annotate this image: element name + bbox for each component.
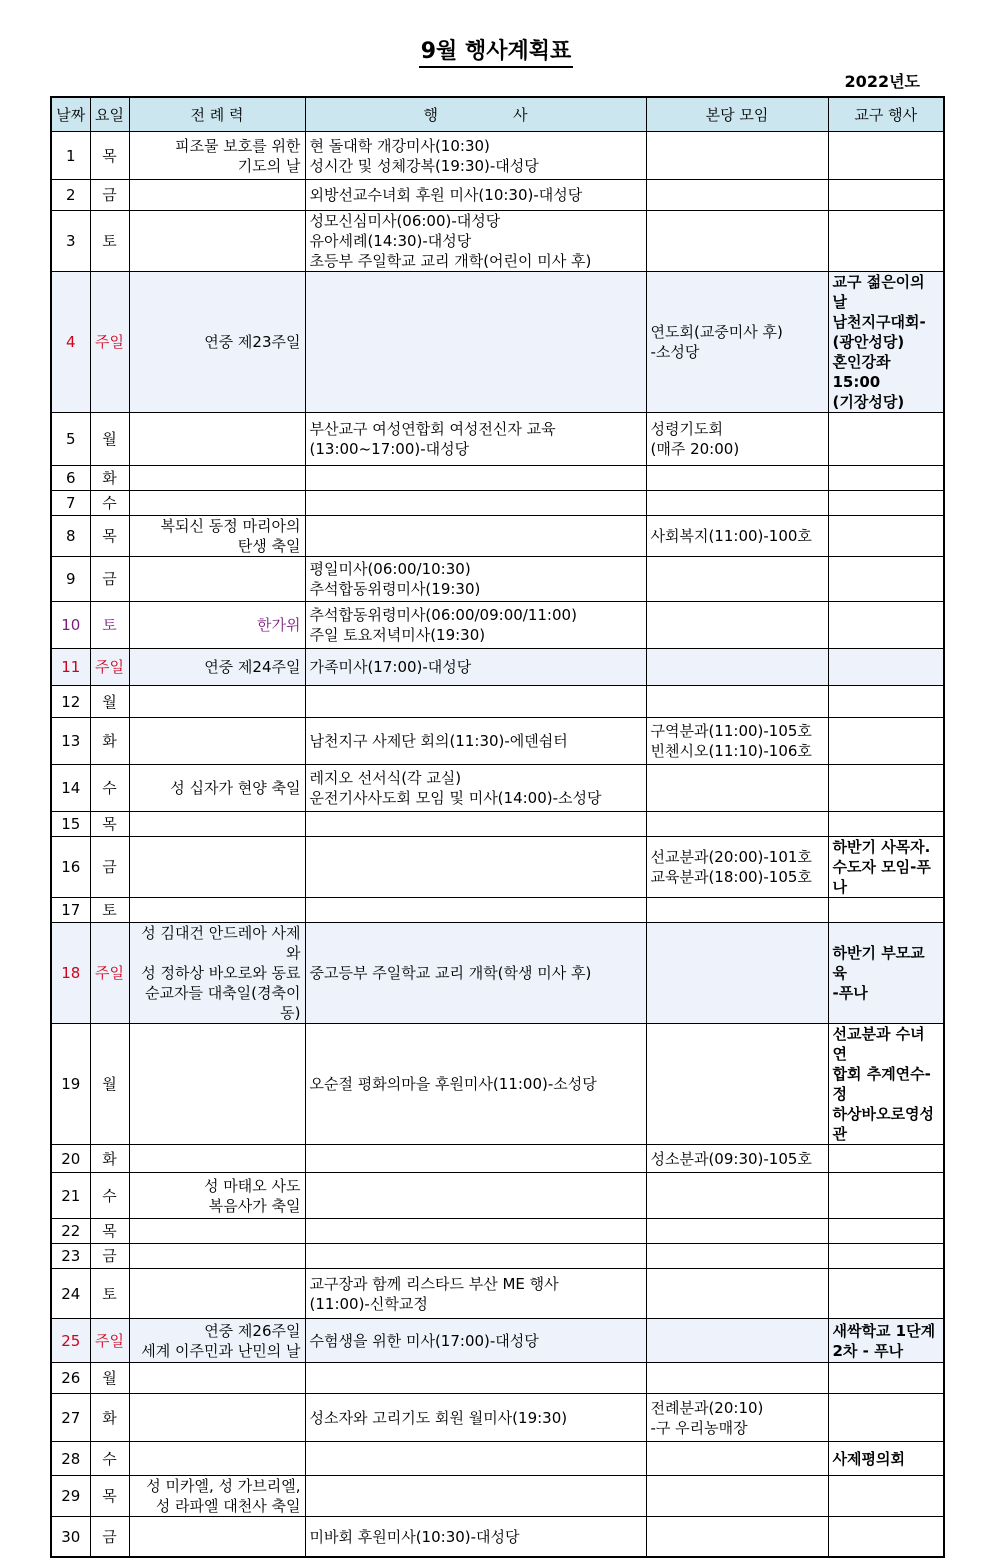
parish-cell: 성령기도회 (매주 20:00) [646, 413, 828, 466]
events-cell: 평일미사(06:00/10:30) 추석합동위령미사(19:30) [305, 557, 646, 602]
liturgy-cell [129, 1219, 305, 1244]
table-row [51, 1173, 944, 1219]
day-cell: 수 [90, 1442, 129, 1476]
parish-cell [646, 1517, 828, 1558]
date-cell: 10 [51, 602, 90, 649]
table-row [51, 413, 944, 466]
table-row [51, 557, 944, 602]
date-cell: 24 [51, 1269, 90, 1319]
table-row [51, 211, 944, 272]
events-cell: 교구장과 함께 리스타드 부산 ME 행사 (11:00)-신학교정 [305, 1269, 646, 1319]
day-cell: 금 [90, 557, 129, 602]
table-row [51, 837, 944, 898]
events-cell: 미바회 후원미사(10:30)-대성당 [305, 1517, 646, 1558]
liturgy-cell [129, 1145, 305, 1173]
header-date: 날짜 [51, 97, 90, 132]
events-cell [305, 1145, 646, 1173]
header-parish: 본당 모임 [646, 97, 828, 132]
parish-cell [646, 1269, 828, 1319]
diocese-cell: 하반기 부모교육 -푸나 [828, 923, 944, 1024]
diocese-cell [828, 132, 944, 180]
parish-cell: 구역분과(11:00)-105호 빈첸시오(11:10)-106호 [646, 718, 828, 765]
table-row [51, 923, 944, 1024]
parish-cell [646, 1319, 828, 1363]
parish-cell [646, 765, 828, 812]
day-cell: 금 [90, 1517, 129, 1558]
day-cell: 수 [90, 1173, 129, 1219]
date-cell: 9 [51, 557, 90, 602]
table-row [51, 132, 944, 180]
day-cell: 화 [90, 718, 129, 765]
table-row [51, 812, 944, 837]
date-cell: 13 [51, 718, 90, 765]
day-cell: 목 [90, 812, 129, 837]
parish-cell [646, 923, 828, 1024]
liturgy-cell [129, 686, 305, 718]
diocese-cell [828, 765, 944, 812]
diocese-cell [828, 180, 944, 211]
date-cell: 19 [51, 1024, 90, 1145]
date-cell: 25 [51, 1319, 90, 1363]
day-cell: 목 [90, 516, 129, 557]
table-row [51, 272, 944, 413]
events-cell [305, 272, 646, 413]
parish-cell [646, 1244, 828, 1269]
header-events: 행 사 [305, 97, 646, 132]
liturgy-cell [129, 1269, 305, 1319]
table-row [51, 516, 944, 557]
day-cell: 금 [90, 837, 129, 898]
diocese-cell [828, 1145, 944, 1173]
diocese-cell [828, 1517, 944, 1558]
day-cell: 주일 [90, 1319, 129, 1363]
parish-cell [646, 491, 828, 516]
diocese-cell: 하반기 사목자. 수도자 모임-푸나 [828, 837, 944, 898]
events-cell [305, 898, 646, 923]
diocese-cell [828, 1173, 944, 1219]
table-row [51, 649, 944, 686]
day-cell: 주일 [90, 272, 129, 413]
parish-cell [646, 132, 828, 180]
liturgy-cell [129, 180, 305, 211]
day-cell: 화 [90, 1145, 129, 1173]
table-row [51, 1319, 944, 1363]
day-cell: 주일 [90, 923, 129, 1024]
day-cell: 토 [90, 898, 129, 923]
date-cell: 4 [51, 272, 90, 413]
events-cell [305, 1442, 646, 1476]
diocese-cell [828, 466, 944, 491]
liturgy-cell: 성 마태오 사도 복음사가 축일 [129, 1173, 305, 1219]
events-cell: 가족미사(17:00)-대성당 [305, 649, 646, 686]
events-cell: 성모신심미사(06:00)-대성당 유아세례(14:30)-대성당 초등부 주일학교 교리 개학(어린이 미사 후) [305, 211, 646, 272]
liturgy-cell [129, 812, 305, 837]
table-row [51, 602, 944, 649]
date-cell: 5 [51, 413, 90, 466]
date-cell: 1 [51, 132, 90, 180]
liturgy-cell: 복되신 동정 마리아의 탄생 축일 [129, 516, 305, 557]
liturgy-cell [129, 491, 305, 516]
parish-cell: 성소분과(09:30)-105호 [646, 1145, 828, 1173]
date-cell: 12 [51, 686, 90, 718]
events-cell: 오순절 평화의마을 후원미사(11:00)-소성당 [305, 1024, 646, 1145]
diocese-cell [828, 718, 944, 765]
events-cell: 부산교구 여성연합회 여성전신자 교육 (13:00~17:00)-대성당 [305, 413, 646, 466]
parish-cell [646, 1476, 828, 1517]
events-cell: 레지오 선서식(각 교실) 운전기사사도회 모임 및 미사(14:00)-소성당 [305, 765, 646, 812]
events-cell [305, 1173, 646, 1219]
day-cell: 목 [90, 1219, 129, 1244]
day-cell: 토 [90, 602, 129, 649]
liturgy-cell [129, 1394, 305, 1442]
table-row [51, 1442, 944, 1476]
year-label: 2022년도 [844, 72, 920, 91]
page-title-text: 9월 행사계획표 [419, 39, 573, 68]
day-cell: 월 [90, 1363, 129, 1394]
date-cell: 29 [51, 1476, 90, 1517]
table-row [51, 1024, 944, 1145]
diocese-cell [828, 516, 944, 557]
events-cell: 성소자와 고리기도 회원 월미사(19:30) [305, 1394, 646, 1442]
events-cell: 남천지구 사제단 회의(11:30)-에덴쉼터 [305, 718, 646, 765]
events-cell [305, 491, 646, 516]
diocese-cell [828, 1394, 944, 1442]
parish-cell [646, 686, 828, 718]
diocese-cell [828, 812, 944, 837]
diocese-cell [828, 413, 944, 466]
table-row [51, 491, 944, 516]
diocese-cell: 새싹학교 1단계 2차 - 푸나 [828, 1319, 944, 1363]
date-cell: 20 [51, 1145, 90, 1173]
date-cell: 21 [51, 1173, 90, 1219]
diocese-cell [828, 1476, 944, 1517]
date-cell: 18 [51, 923, 90, 1024]
liturgy-cell: 성 김대건 안드레아 사제와 성 정하상 바오로와 동료 순교자들 대축일(경축이동) [129, 923, 305, 1024]
diocese-cell: 교구 젊은이의 날 남천지구대회- (광안성당) 혼인강좌 15:00 (기장성당) [828, 272, 944, 413]
parish-cell [646, 1363, 828, 1394]
liturgy-cell [129, 466, 305, 491]
diocese-cell [828, 557, 944, 602]
table-row [51, 1269, 944, 1319]
liturgy-cell: 성 미카엘, 성 가브리엘, 성 라파엘 대천사 축일 [129, 1476, 305, 1517]
parish-cell [646, 812, 828, 837]
day-cell: 목 [90, 132, 129, 180]
liturgy-cell [129, 1244, 305, 1269]
diocese-cell [828, 211, 944, 272]
liturgy-cell: 연중 제23주일 [129, 272, 305, 413]
diocese-cell: 사제평의회 [828, 1442, 944, 1476]
header-row [51, 97, 944, 132]
day-cell: 토 [90, 211, 129, 272]
parish-cell [646, 1219, 828, 1244]
diocese-cell [828, 1269, 944, 1319]
day-cell: 금 [90, 1244, 129, 1269]
day-cell: 월 [90, 413, 129, 466]
date-cell: 16 [51, 837, 90, 898]
diocese-cell [828, 649, 944, 686]
header-day: 요일 [90, 97, 129, 132]
table-row [51, 686, 944, 718]
liturgy-cell: 연중 제24주일 [129, 649, 305, 686]
events-cell [305, 1244, 646, 1269]
events-cell: 수험생을 위한 미사(17:00)-대성당 [305, 1319, 646, 1363]
liturgy-cell: 성 십자가 현양 축일 [129, 765, 305, 812]
diocese-cell [828, 1219, 944, 1244]
events-cell: 외방선교수녀회 후원 미사(10:30)-대성당 [305, 180, 646, 211]
parish-cell [646, 211, 828, 272]
day-cell: 월 [90, 1024, 129, 1145]
table-row [51, 1476, 944, 1517]
table-row [51, 1145, 944, 1173]
liturgy-cell: 피조물 보호를 위한 기도의 날 [129, 132, 305, 180]
date-cell: 3 [51, 211, 90, 272]
table-row [51, 466, 944, 491]
diocese-cell [828, 898, 944, 923]
events-cell [305, 516, 646, 557]
table-row [51, 718, 944, 765]
day-cell: 목 [90, 1476, 129, 1517]
liturgy-cell [129, 557, 305, 602]
events-cell [305, 686, 646, 718]
diocese-cell [828, 686, 944, 718]
parish-cell [646, 898, 828, 923]
date-cell: 7 [51, 491, 90, 516]
liturgy-cell: 한가위 [129, 602, 305, 649]
events-cell [305, 1476, 646, 1517]
date-cell: 22 [51, 1219, 90, 1244]
day-cell: 수 [90, 765, 129, 812]
day-cell: 토 [90, 1269, 129, 1319]
parish-cell: 전례분과(20:10) -구 우리농매장 [646, 1394, 828, 1442]
events-cell [305, 837, 646, 898]
table-row [51, 1517, 944, 1558]
day-cell: 화 [90, 466, 129, 491]
liturgy-cell [129, 837, 305, 898]
liturgy-cell [129, 211, 305, 272]
day-cell: 수 [90, 491, 129, 516]
parish-cell: 선교분과(20:00)-101호 교육분과(18:00)-105호 [646, 837, 828, 898]
page-title [0, 34, 992, 65]
date-cell: 15 [51, 812, 90, 837]
parish-cell [646, 602, 828, 649]
liturgy-cell [129, 1363, 305, 1394]
date-cell: 6 [51, 466, 90, 491]
table-row [51, 1219, 944, 1244]
table-row [51, 180, 944, 211]
diocese-cell [828, 491, 944, 516]
liturgy-cell [129, 1442, 305, 1476]
events-cell: 중고등부 주일학교 교리 개학(학생 미사 후) [305, 923, 646, 1024]
diocese-cell [828, 602, 944, 649]
liturgy-cell [129, 898, 305, 923]
parish-cell [646, 649, 828, 686]
date-cell: 14 [51, 765, 90, 812]
parish-cell [646, 1173, 828, 1219]
diocese-cell: 선교분과 수녀 연 합회 추계연수-정 하상바오로영성관 [828, 1024, 944, 1145]
table-row [51, 1244, 944, 1269]
date-cell: 26 [51, 1363, 90, 1394]
date-cell: 27 [51, 1394, 90, 1442]
liturgy-cell: 연중 제26주일 세계 이주민과 난민의 날 [129, 1319, 305, 1363]
events-cell [305, 1363, 646, 1394]
day-cell: 금 [90, 180, 129, 211]
header-liturgy: 전 례 력 [129, 97, 305, 132]
parish-cell: 연도회(교중미사 후) -소성당 [646, 272, 828, 413]
date-cell: 28 [51, 1442, 90, 1476]
liturgy-cell [129, 1024, 305, 1145]
parish-cell [646, 180, 828, 211]
date-cell: 17 [51, 898, 90, 923]
events-cell: 추석합동위령미사(06:00/09:00/11:00) 주일 토요저녁미사(19:30) [305, 602, 646, 649]
day-cell: 주일 [90, 649, 129, 686]
events-cell [305, 466, 646, 491]
events-cell [305, 1219, 646, 1244]
day-cell: 월 [90, 686, 129, 718]
table-row [51, 765, 944, 812]
diocese-cell [828, 1244, 944, 1269]
day-cell: 화 [90, 1394, 129, 1442]
events-cell [305, 812, 646, 837]
header-diocese: 교구 행사 [828, 97, 944, 132]
parish-cell [646, 1442, 828, 1476]
table-row [51, 898, 944, 923]
schedule-table [50, 96, 945, 1558]
liturgy-cell [129, 413, 305, 466]
parish-cell [646, 466, 828, 491]
table-row [51, 1363, 944, 1394]
parish-cell [646, 1024, 828, 1145]
liturgy-cell [129, 718, 305, 765]
parish-cell [646, 557, 828, 602]
diocese-cell [828, 1363, 944, 1394]
date-cell: 8 [51, 516, 90, 557]
table-row [51, 1394, 944, 1442]
date-cell: 2 [51, 180, 90, 211]
date-cell: 23 [51, 1244, 90, 1269]
liturgy-cell [129, 1517, 305, 1558]
date-cell: 30 [51, 1517, 90, 1558]
parish-cell: 사회복지(11:00)-100호 [646, 516, 828, 557]
events-cell: 현 돌대학 개강미사(10:30) 성시간 및 성체강복(19:30)-대성당 [305, 132, 646, 180]
date-cell: 11 [51, 649, 90, 686]
